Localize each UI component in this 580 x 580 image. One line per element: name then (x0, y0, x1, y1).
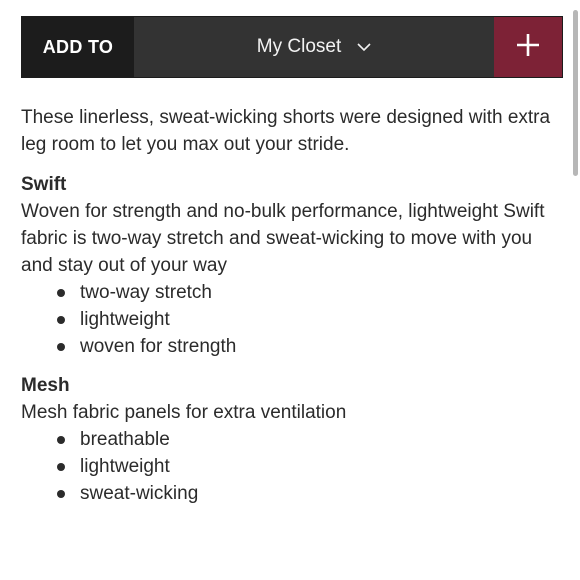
section-title-swift: Swift (21, 174, 67, 195)
chevron-down-icon (357, 43, 371, 52)
list-item: breathable (21, 426, 561, 453)
closet-dropdown[interactable] (134, 17, 494, 77)
closet-dropdown-value: My Closet (256, 36, 342, 57)
feature-list-mesh (21, 426, 561, 507)
plus-icon (515, 32, 541, 63)
section-body-mesh: Mesh fabric panels for extra ventilation (21, 402, 347, 423)
add-button[interactable] (494, 17, 562, 77)
product-description (21, 104, 561, 507)
list-item: two-way stretch (21, 279, 561, 306)
scrollbar[interactable] (573, 10, 578, 176)
add-to-closet-bar (21, 16, 563, 78)
add-to-label: ADD TO (22, 17, 134, 77)
list-item: lightweight (21, 306, 561, 333)
section-body-swift: Woven for strength and no-bulk performance, lightweight Swift fabric is two-way stretch and sweat-wicking to move with you and stay out of your way (21, 201, 545, 276)
list-item: sweat-wicking (21, 480, 561, 507)
section-title-mesh: Mesh (21, 375, 70, 396)
list-item: lightweight (21, 453, 561, 480)
feature-list-swift (21, 279, 561, 360)
list-item: woven for strength (21, 333, 561, 360)
description-intro: These linerless, sweat-wicking shorts were designed with extra leg room to let you max out your stride. (21, 107, 551, 155)
